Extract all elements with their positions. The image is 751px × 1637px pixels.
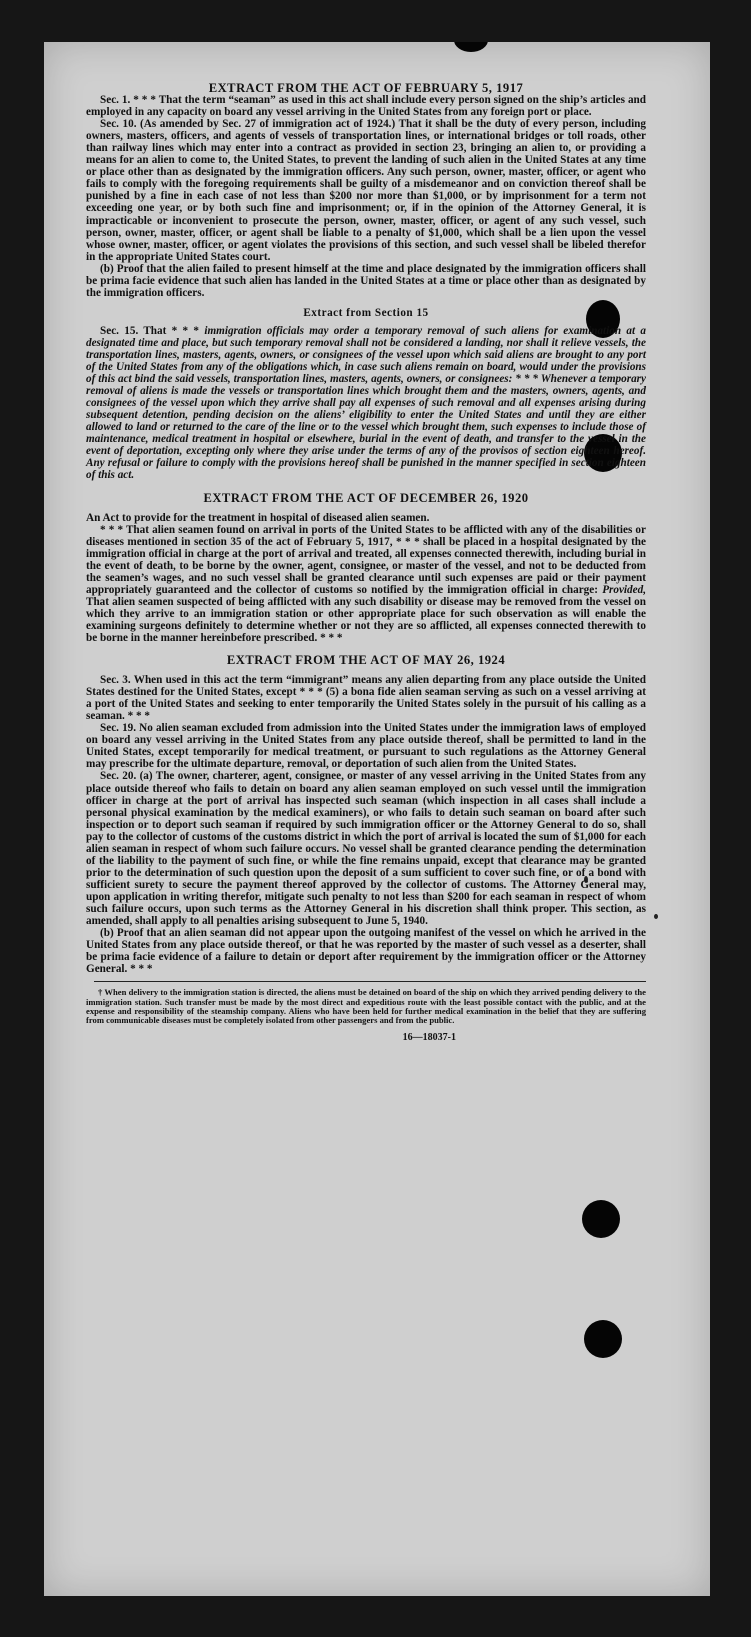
act-1920-body: * * * That alien seamen found on arrival in ports of the United States to be afflicted with any of the disabilities or diseases mentioned in section 35 of the act of February 5, 1917, * * * shall be placed in a hospital designated by the immigration official in charge at the port of arrival and treated, all expenses connected therewith, including burial in the event of death, to be borne by the owner, agent, consignee, or master of the vessel, and not to be deducted from the seamen’s wages, and no such vessel shall be granted clearance until such expenses are paid or their payment appropriately guaranteed and the collector of customs so notified by the immigration official in charge: bbox=[86, 523, 646, 596]
section-10-text: Sec. 10. (As amended by Sec. 27 of immigration act of 1924.) That it shall be the duty of every person, including owners, masters, officers, and agents of vessels of transportation lines, or international bridges or toll roads, other than railway lines which may enter into a contract as provided in section 23, bringing an alien to, or providing a means for an alien to come to, the United States, to prevent the landing of such alien in the United States at any time or place other than as designated by the immigration officers. Any such person, owner, master, officer, or agent who fails to comply with the foregoing requirements shall be guilty of a misdemeanor and on conviction thereof shall be punished by a fine in each case of not less than $200 nor more than $1,000, or by imprisonment for a term not exceeding one year, or by both such fine and imprisonment; or, if in the opinion of the Attorney General, it is impracticable or inconvenient to prosecute the person, owner, master, officer, or agent of any such vessel, such person, owner, master, officer, or agent shall be liable to a penalty of $1,000, which shall be a lien upon the vessel whose owner, master, officer, or agent violates the provisions of this section, and such vessel shall be libeled therefor in the appropriate United States court. bbox=[86, 118, 646, 263]
footnote: † When delivery to the immigration station is directed, the aliens must be detained on board of the ship on which they arrived pending delivery to the immigration station. Such transfer must be made by the most direct and expeditious route with the least possible contact with the public, and at the expense and responsibility of the steamship company. Aliens who have been held for further medical examination in the belief that they are suffering from communicable diseases must be completely isolated from other passengers and from the public. bbox=[86, 987, 646, 1026]
punch-hole-3 bbox=[582, 1200, 620, 1238]
heading-act-1917: EXTRACT FROM THE ACT OF FEBRUARY 5, 1917 bbox=[208, 81, 524, 95]
heading-act-1924: EXTRACT FROM THE ACT OF MAY 26, 1924 bbox=[226, 653, 506, 668]
act-1920-intro: An Act to provide for the treatment in hospital of diseased alien seamen. bbox=[86, 511, 430, 524]
section-20-text: Sec. 20. (a) The owner, charterer, agent, consignee, or master of any vessel arriving in the United States from any place outside thereof who fails to detain on board any alien seaman employed on such vessel until the immigration officer in charge at the port of arrival has inspected such seaman (which inspection in all cases shall include a personal physical examination by the medical examiners), or who fails to detain such seaman on board after such inspection or to deport such seaman if required by such immigration officer or the Attorney General to do so, shall pay to the collector of customs of the customs district in which the port of arrival is located the sum of $1,000 for each alien seaman in respect of whom such failure occurs. No vessel shall be granted clearance pending the determination of the liability to the payment of such fine, or while the fine remains unpaid, except that clearance may be granted prior to the determination of such question upon the deposit of a sum sufficient to cover such fine, or of a bond with sufficient surety to secure the payment thereof approved by the collector of customs. The Attorney General may, upon application in writing therefor, mitigate such penalty to not less than $200 for each seaman in respect of whom such failure occurs, upon such terms as the Attorney General in his discretion shall think proper. This section, as amended, shall apply to all penalties arising subsequent to June 5, 1940. bbox=[86, 770, 646, 928]
section-15-lead: Sec. 15. That * * * bbox=[100, 324, 205, 337]
heading-section-15: Extract from Section 15 bbox=[303, 306, 429, 319]
footnote-divider bbox=[94, 981, 646, 982]
section-15-text bbox=[86, 325, 646, 482]
ink-mark bbox=[654, 914, 658, 919]
punch-hole-top bbox=[454, 42, 488, 52]
print-code: 16—18037-1 bbox=[402, 1031, 456, 1043]
section-1-text: Sec. 1. * * * That the term “seaman” as used in this act shall include every person signed on the ship’s articles and employed in any capacity on board any vessel arriving in the United States from any foreign port or place. bbox=[86, 94, 646, 119]
section-3-text: Sec. 3. When used in this act the term “immigrant” means any alien departing from any place outside the United States destined for the United States, except * * * (5) a bona fide alien seaman serving as such on a vessel arriving at a port of the United States and seeking to enter temporarily the United States solely in the pursuit of his calling as a seaman. * * * bbox=[86, 674, 646, 723]
act-1920-provided: Provided, bbox=[602, 583, 646, 596]
section-20b-text: (b) Proof that an alien seaman did not appear upon the outgoing manifest of the vessel on which he arrived in the United States from any place outside thereof, or that he was reported by the master of such vessel as a deserter, shall be prima facie evidence of a failure to detain or deport after requirement by the immigration officer or the Attorney General. * * * bbox=[86, 927, 646, 976]
section-19-text: Sec. 19. No alien seaman excluded from admission into the United States under the immigration laws of employed on board any vessel arriving in the United States from any place outside thereof, shall be permitted to land in the United States, except temporarily for medical treatment, or pursuant to such regulations as the Attorney General may prescribe for the ultimate departure, removal, or deportation of such alien from the United States. bbox=[86, 722, 646, 771]
document-text bbox=[86, 82, 646, 1044]
section-10b-text: (b) Proof that the alien failed to present himself at the time and place designated by the immigration officers shall be prima facie evidence that such alien has landed in the United States at a time or place other than as designated by the immigration officers. bbox=[86, 262, 646, 299]
section-15-body: immigration officials may order a temporary removal of such aliens for examination at a designated time and place, but such temporary removal shall not be considered a landing, nor shall it relieve vessels, the transportation lines, masters, agents, owners, or consignees of the vessel upon which said aliens are brought to any port of the United States from any of the obligations which, in case such aliens remain on board, would under the provisions of this act bind the said vessels, transportation lines, masters, agents, owners, or consignees: * * * Whenever a temporary removal of aliens is made the vessels or transportation lines which brought them and the masters, owners, agents, and consignees of the vessel upon which they arrive shall pay all expenses of such removal and all expenses arising during subsequent detention, pending decision on the aliens’ eligibility to enter the United States and until they are either allowed to land or returned to the care of the line or to the vessel which brought them, such expenses to include those of maintenance, medical treatment in hospital or elsewhere, burial in the event of death, and transfer to the vessel in the event of deportation, excepting only where they arise under the terms of any of the provisos of section eighteen hereof. Any refusal or failure to comply with the provisions hereof shall be punished in the manner specified in section eighteen of this act. bbox=[86, 324, 646, 482]
punch-hole-4 bbox=[584, 1320, 622, 1358]
act-1920-text bbox=[86, 524, 646, 644]
heading-act-1920: EXTRACT FROM THE ACT OF DECEMBER 26, 1920 bbox=[203, 490, 529, 505]
act-1920-tail: That alien seamen suspected of being afflicted with any such disability or disease may be removed from the vessel on which they arrive to an immigration station or other appropriate place for such observation as will enable the examining surgeons definitely to determine whether or not they are so afflicted, all expenses connected therewith to be borne in the manner hereinbefore prescribed. * * * bbox=[86, 595, 646, 645]
